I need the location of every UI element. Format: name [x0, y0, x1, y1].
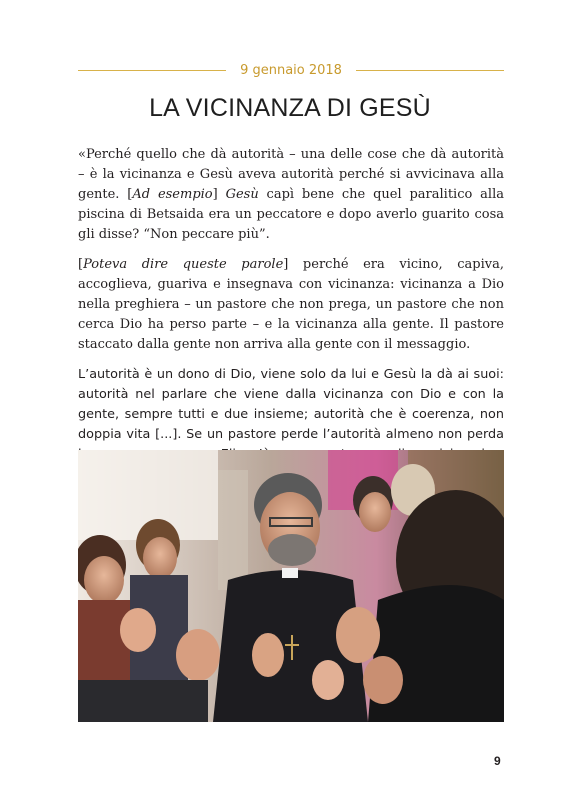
paragraph-3: L’autorità è un dono di Dio, viene solo da lui e Gesù la dà ai suoi: autorità nel parlare che viene dalla vicinanza con Dio e con la gente, sempre tutti e due insieme; autorità che è coerenza, non doppia vita [...]. Se un pastore perde l’autorità almeno non perda	[78, 367, 504, 442]
date-label: 9 gennaio 2018	[240, 62, 342, 78]
paragraph-1-italic-a: Ad esempio	[132, 187, 213, 202]
crowd-photo-illustration	[78, 450, 504, 722]
paragraph-2-text-a: [	[78, 257, 84, 272]
crowd-photo	[78, 450, 504, 722]
date-header	[78, 60, 504, 80]
body-text	[78, 145, 504, 495]
page-number: 9	[494, 754, 501, 768]
paragraph-1	[78, 145, 504, 245]
right-divider	[356, 70, 504, 71]
paragraph-2-italic: Poteva dire queste parole	[83, 257, 284, 272]
left-divider	[78, 70, 226, 71]
paragraph-2-text-b: ] perché era vicino, capiva, accoglieva, guariva e insegnava con vicinanza: vicinanza a Dio nella preghiera – un pastore che non prega, un pastore che non cerca Dio ha perso parte – e la vicinanza alla gente. Il pastore staccato dalla gente non arriva alla gente con il messaggio.	[78, 257, 504, 352]
paragraph-1-text-c: capì bene che quel paralitico alla piscina di Betsaida era un peccatore e dopo averlo guarito cosa gli disse? “Non peccare più”.	[78, 187, 504, 242]
paragraph-1-text-b: ]	[212, 187, 226, 202]
paragraph-2	[78, 255, 504, 355]
page-title: LA VICINANZA DI GESÙ	[149, 94, 431, 122]
paragraph-1-italic-b: Gesù	[225, 187, 259, 202]
paragraph-1-text-a: «Perché quello che dà autorità – una delle cose che dà autorità – è la vicinanza e Gesù aveva autorità perché si avvicinava alla gente. [	[78, 147, 504, 202]
